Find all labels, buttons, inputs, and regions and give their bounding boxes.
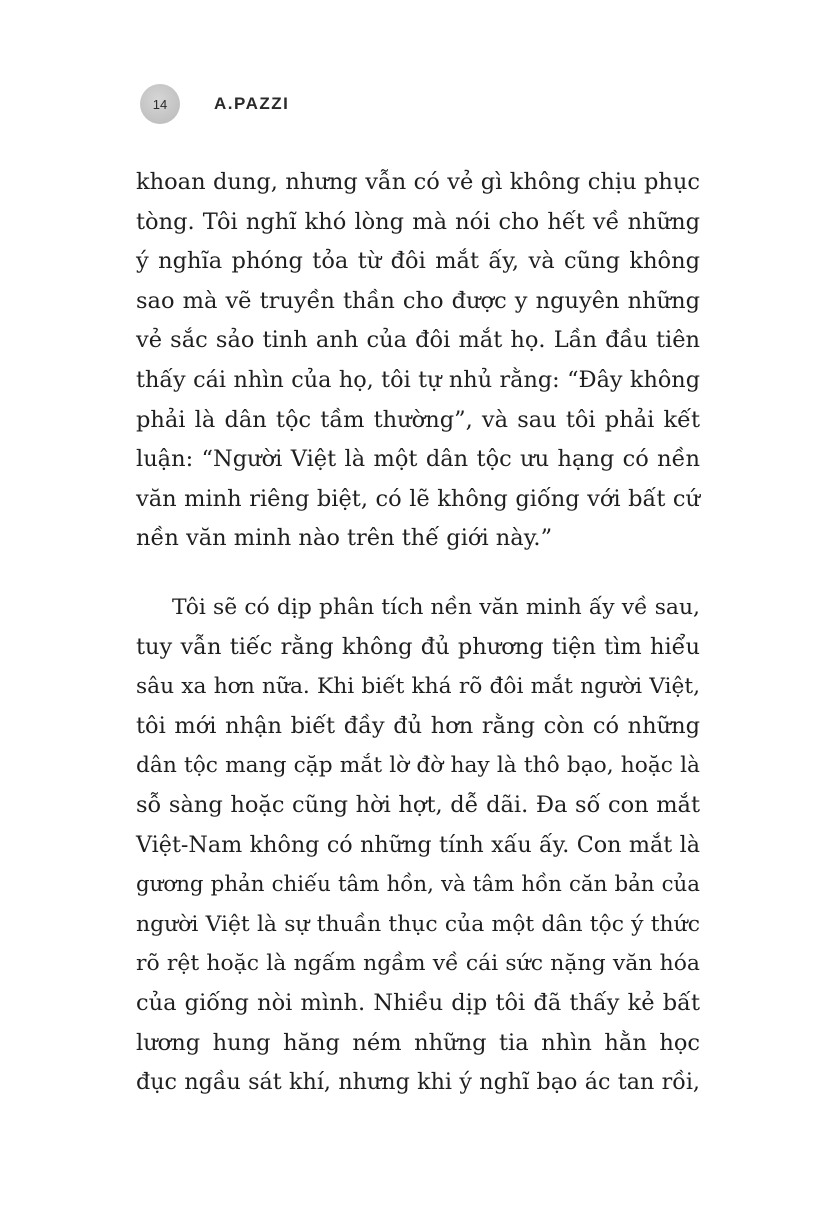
text-line: văn minh riêng biệt, có lẽ không giống với bất cứ: [136, 485, 700, 512]
text-line: rõ rệt hoặc là ngấm ngầm về cái sức nặng văn hóa: [136, 951, 700, 977]
text-line: tòng. Tôi nghĩ khó lòng mà nói cho hết về những: [136, 208, 700, 235]
text-line: đục ngầu sát khí, nhưng khi ý nghĩ bạo ác tan rồi,: [136, 1069, 700, 1096]
text-line: sỗ sàng hoặc cũng hời hợt, dễ dãi. Đa số con mắt: [136, 791, 700, 818]
text-line: dân tộc mang cặp mắt lờ đờ hay là thô bạo, hoặc là: [136, 753, 700, 779]
running-head-author: A.PAZZI: [214, 94, 290, 113]
page-header: [140, 82, 289, 126]
text-line: sâu xa hơn nữa. Khi biết khá rõ đôi mắt người Việt,: [136, 674, 700, 700]
text-line: ý nghĩa phóng tỏa từ đôi mắt ấy, và cũng không: [136, 248, 700, 275]
text-line: gương phản chiếu tâm hồn, và tâm hồn căn bản của: [136, 872, 700, 898]
text-line: tuy vẫn tiếc rằng không đủ phương tiện tìm hiểu: [136, 633, 700, 660]
text-line: nền văn minh nào trên thế giới này.”: [136, 525, 553, 552]
text-line: Tôi sẽ có dịp phân tích nền văn minh ấy về sau,: [172, 595, 700, 620]
text-line: tôi mới nhận biết đầy đủ hơn rằng còn có những: [136, 712, 700, 739]
text-line: sao mà vẽ truyền thần cho được y nguyên những: [136, 287, 700, 314]
body-paragraph-2: [136, 588, 700, 1103]
text-line: lương hung hăng ném những tia nhìn hằn học: [136, 1029, 700, 1056]
text-line: khoan dung, nhưng vẫn có vẻ gì không chịu phục: [136, 169, 700, 195]
text-line: luận: “Người Việt là một dân tộc ưu hạng có nền: [136, 446, 700, 473]
page-number: 14: [152, 96, 168, 112]
text-line: Việt-Nam không có những tính xấu ấy. Con mắt là: [136, 831, 700, 858]
text-line: phải là dân tộc tầm thường”, và sau tôi phải kết: [136, 406, 700, 433]
body-paragraph-1: [136, 163, 700, 559]
text-line: của giống nòi mình. Nhiều dịp tôi đã thấy kẻ bất: [136, 989, 700, 1016]
page-number-badge: [140, 84, 180, 124]
text-line: vẻ sắc sảo tinh anh của đôi mắt họ. Lần đầu tiên: [136, 327, 700, 354]
text-line: thấy cái nhìn của họ, tôi tự nhủ rằng: “Đây không: [136, 366, 700, 393]
text-line: người Việt là sự thuần thục của một dân tộc ý thức: [136, 911, 700, 937]
